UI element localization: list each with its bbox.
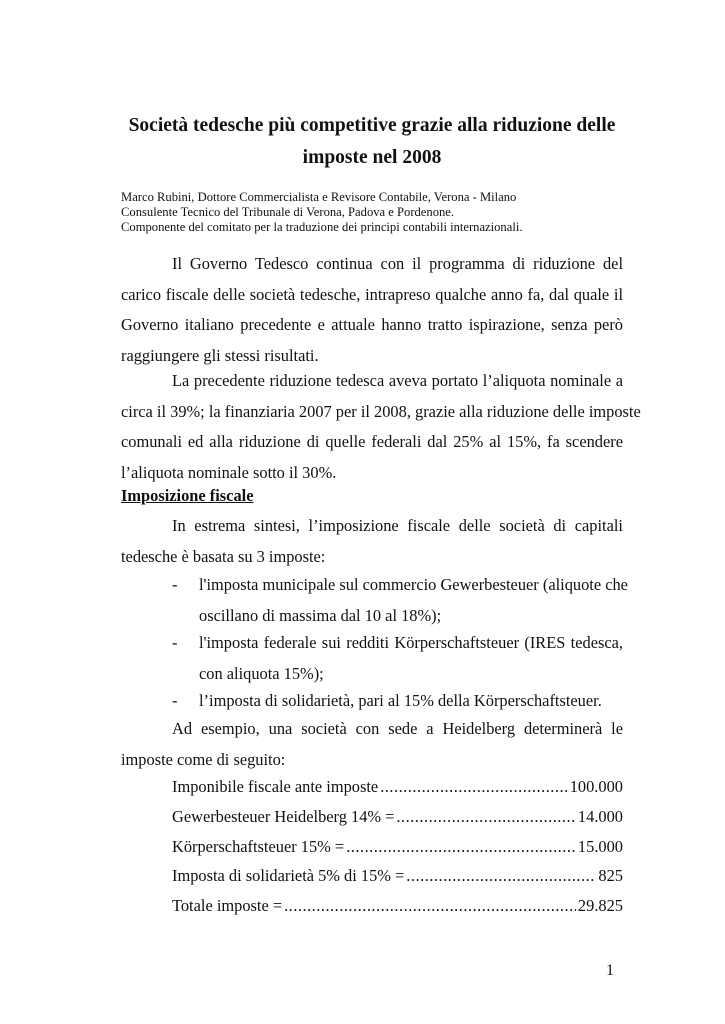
paragraph-4	[121, 714, 623, 775]
page-number: 1	[606, 962, 614, 979]
title-line-2: imposte nel 2008	[302, 147, 442, 168]
calc-value: 825	[598, 866, 623, 885]
list-item	[172, 570, 628, 631]
author-line-2: Consulente Tecnico del Tribunale di Verona, Padova e Pordenone.	[121, 205, 455, 219]
text-line: l'imposta municipale sul commercio Gewerbesteuer (aliquote che	[199, 575, 628, 594]
text-line: comunali ed alla riduzione di quelle federali dal 25% al 15%, fa scendere	[121, 432, 623, 451]
calc-row-total	[172, 891, 623, 922]
leader-dots	[396, 802, 576, 833]
calc-label: Totale imposte =	[172, 896, 283, 915]
list-dash: -	[172, 633, 178, 652]
text-line: In estrema sintesi, l’imposizione fiscale delle società di capitali	[172, 516, 623, 535]
calc-row	[172, 832, 623, 863]
calc-value: 29.825	[577, 896, 623, 915]
paragraph-3	[121, 511, 623, 572]
calc-value: 15.000	[577, 837, 623, 856]
list-dash: -	[172, 575, 178, 594]
list-item	[172, 628, 623, 689]
text-line: l’imposta di solidarietà, pari al 15% della Körperschaftsteuer.	[199, 691, 602, 710]
text-line: circa il 39%; la finanziaria 2007 per il 2008, grazie alla riduzione delle imposte	[121, 401, 641, 421]
calc-label: Imposta di solidarietà 5% di 15% =	[172, 866, 405, 885]
section-heading: Imposizione fiscale	[121, 486, 254, 505]
text-line: Il Governo Tedesco continua con il programma di riduzione del	[172, 254, 623, 273]
calc-label: Imponibile fiscale ante imposte	[172, 777, 379, 796]
paragraph-2	[121, 366, 641, 488]
text-line: raggiungere gli stessi risultati.	[121, 345, 319, 365]
text-line: tedesche è basata su 3 imposte:	[121, 546, 326, 566]
calc-row	[172, 772, 623, 803]
text-line: La precedente riduzione tedesca aveva portato l’aliquota nominale a	[172, 371, 623, 390]
text-line: con aliquota 15%);	[199, 663, 324, 683]
leader-dots	[284, 891, 576, 922]
leader-dots	[380, 772, 568, 803]
author-line-1: Marco Rubini, Dottore Commercialista e Revisore Contabile, Verona - Milano	[121, 190, 517, 204]
calc-label: Körperschaftsteuer 15% =	[172, 837, 345, 856]
text-line: Ad esempio, una società con sede a Heidelberg determinerà le	[172, 719, 623, 738]
text-line: oscillano di massima dal 10 al 18%);	[199, 605, 442, 625]
leader-dots	[406, 861, 596, 892]
list-item	[172, 686, 623, 717]
author-block	[121, 190, 631, 235]
list-dash: -	[172, 691, 178, 710]
calc-value: 14.000	[577, 807, 623, 826]
calc-row	[172, 861, 623, 892]
text-line: imposte come di seguito:	[121, 749, 286, 769]
leader-dots	[346, 832, 576, 863]
document-title	[121, 110, 623, 174]
text-line: Governo italiano precedente e attuale hanno tratto ispirazione, senza però	[121, 315, 623, 334]
text-line: l’aliquota nominale sotto il 30%.	[121, 462, 337, 482]
calc-value: 100.000	[569, 777, 623, 796]
calc-label: Gewerbesteuer Heidelberg 14% =	[172, 807, 395, 826]
text-line: carico fiscale delle società tedesche, intrapreso qualche anno fa, dal quale il	[121, 284, 623, 304]
text-line: l'imposta federale sui redditi Körperschaftsteuer (IRES tedesca,	[199, 633, 623, 652]
paragraph-1	[121, 249, 623, 371]
author-line-3: Componente del comitato per la traduzione dei principi contabili internazionali.	[121, 220, 523, 234]
title-line-1: Società tedesche più competitive grazie alla riduzione delle	[128, 115, 616, 136]
calc-row	[172, 802, 623, 833]
